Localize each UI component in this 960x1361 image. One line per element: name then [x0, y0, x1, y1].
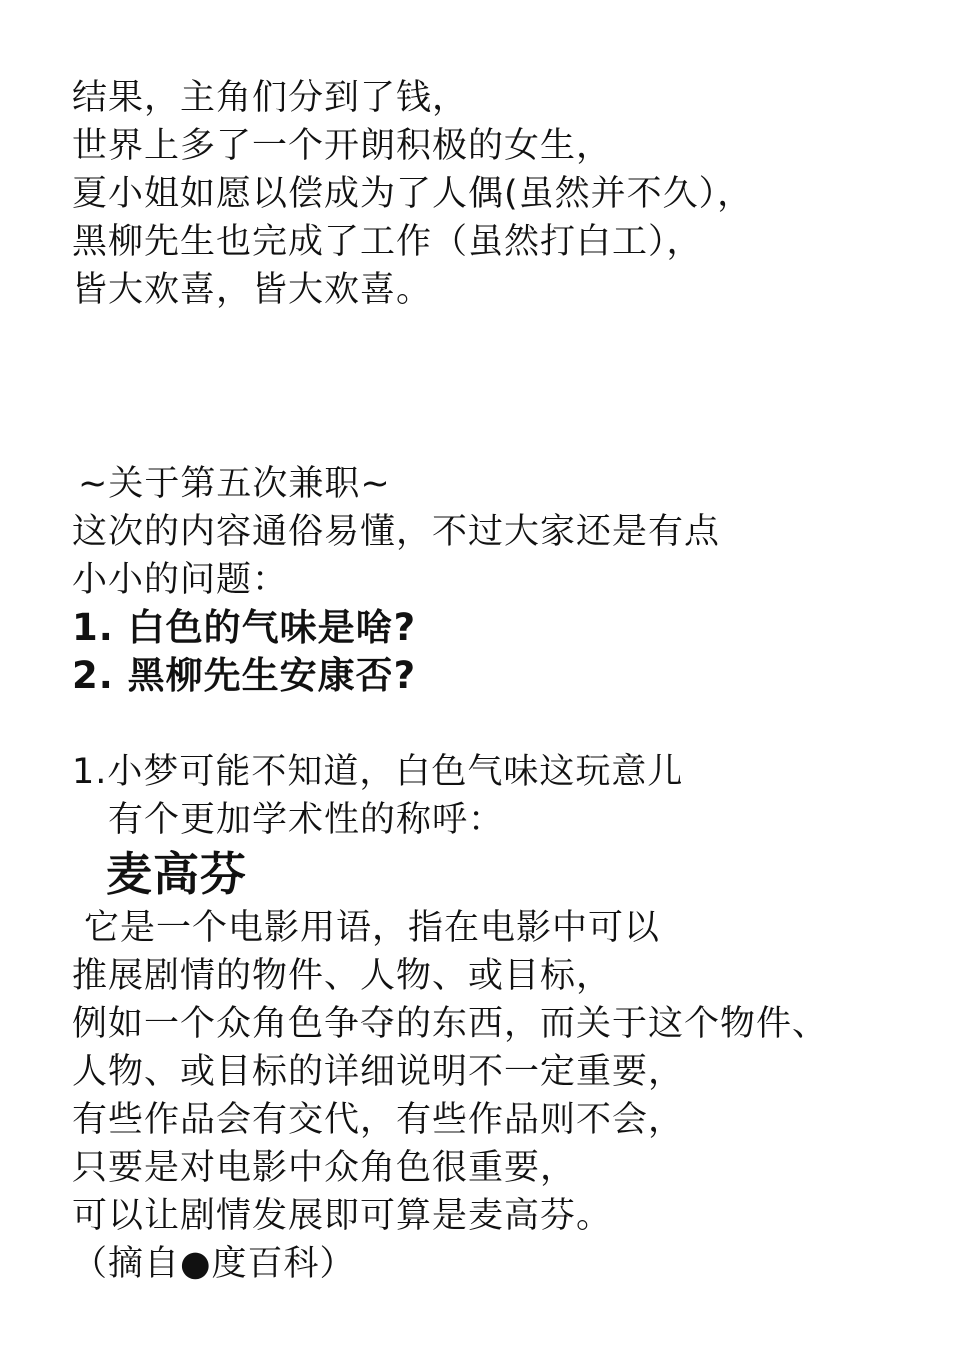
intro-line-3: 夏小姐如愿以偿成为了人偶(虽然并不久），: [72, 174, 754, 214]
section-intro-line-2: 小小的问题：: [72, 560, 289, 600]
section-heading: ~关于第五次兼职~: [78, 464, 391, 504]
intro-line-1: 结果，主角们分到了钱，: [72, 78, 469, 118]
answer-body-line-4: 人物、或目标的详细说明不一定重要，: [72, 1052, 685, 1092]
answer-body-line-6: 只要是对电影中众角色很重要，: [72, 1148, 577, 1188]
intro-line-4: 黑柳先生也完成了工作（虽然打白工），: [72, 222, 703, 262]
section-intro-line-1: 这次的内容通俗易懂，不过大家还是有点: [72, 512, 721, 552]
intro-line-5: 皆大欢喜，皆大欢喜。: [72, 270, 433, 310]
term-title: 麦高芬: [106, 847, 247, 901]
answer-lead-line-2: 有个更加学术性的称呼：: [108, 800, 505, 840]
question-2: 2. 黑柳先生安康否?: [72, 654, 417, 697]
question-1: 1. 白色的气味是啥?: [72, 606, 417, 649]
source-note: （摘自●度百科）: [72, 1244, 356, 1284]
answer-body-line-7: 可以让剧情发展即可算是麦高芬。: [72, 1196, 613, 1236]
answer-body-line-3: 例如一个众角色争夺的东西，而关于这个物件、: [72, 1004, 829, 1044]
answer-lead-line-1: 1.小梦可能不知道，白色气味这玩意儿: [72, 752, 684, 792]
answer-body-line-1: 它是一个电影用语，指在电影中可以: [84, 908, 661, 948]
intro-line-2: 世界上多了一个开朗积极的女生，: [72, 126, 613, 166]
answer-body-line-2: 推展剧情的物件、人物、或目标，: [72, 956, 613, 996]
answer-body-line-5: 有些作品会有交代，有些作品则不会，: [72, 1100, 685, 1140]
